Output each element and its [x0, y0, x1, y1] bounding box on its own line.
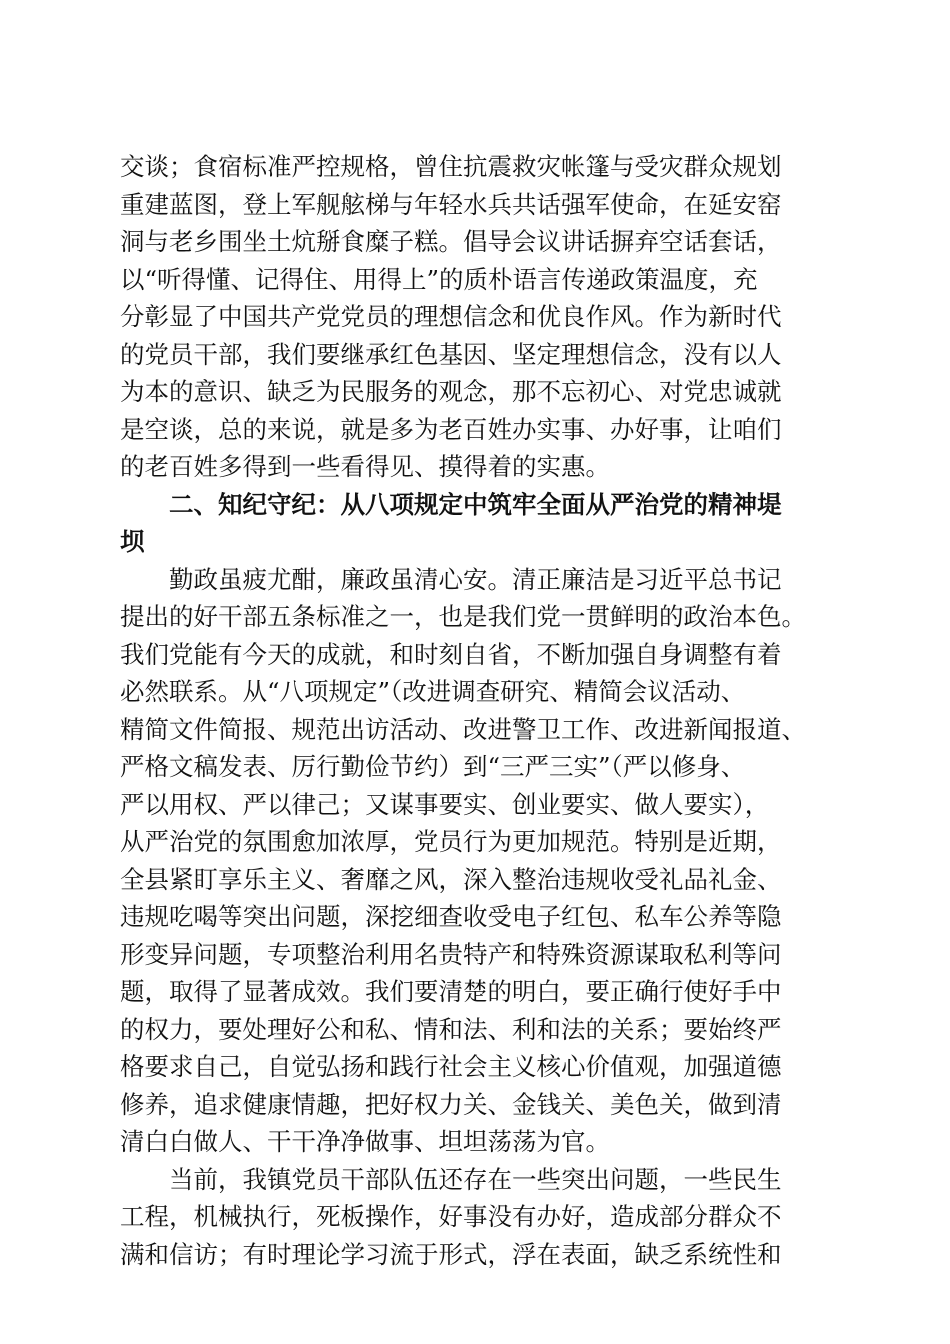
- text-line: 形变异问题，专项整治利用名贵特产和特殊资源谋取私利等问: [120, 939, 782, 969]
- text-line: 我们党能有今天的成就，和时刻自省，不断加强自身调整有着: [120, 639, 782, 669]
- text-line: 洞与老乡围坐土炕掰食糜子糕。倡导会议讲话摒弃空话套话，: [120, 227, 782, 256]
- text-line: 违规吃喝等突出问题，深挖细查收受电子红包、私车公养等隐: [120, 902, 782, 931]
- text-line: 格要求自己，自觉弘扬和践行社会主义核心价值观，加强道德: [120, 1052, 782, 1081]
- text-line: 重建蓝图，登上军舰舷梯与年轻水兵共话强军使命，在延安窑: [120, 189, 782, 219]
- text-line: 是空谈，总的来说，就是多为老百姓办实事、办好事，让咱们: [120, 414, 782, 444]
- text-line: 满和信访；有时理论学习流于形式，浮在表面，缺乏系统性和: [120, 1239, 782, 1269]
- document-page: [120, 148, 832, 1273]
- text-line: 分彰显了中国共产党党员的理想信念和优良作风。作为新时代: [120, 302, 782, 331]
- text-line: 当前，我镇党员干部队伍还存在一些突出问题，一些民生: [169, 1164, 782, 1194]
- text-line: 修养，追求健康情趣，把好权力关、金钱关、美色关，做到清: [120, 1089, 782, 1119]
- paragraph-current-issues: [120, 1161, 832, 1274]
- text-line: 的老百姓多得到一些看得见、摸得着的实惠。: [120, 452, 610, 481]
- text-line: 从严治党的氛围愈加浓厚，党员行为更加规范。特别是近期，: [120, 827, 782, 856]
- text-line: 精简文件简报、规范出访活动、改进警卫工作、改进新闻报道、: [120, 714, 806, 744]
- text-line: 提出的好干部五条标准之一，也是我们党一贯鲜明的政治本色。: [120, 602, 806, 631]
- text-line: 全县紧盯享乐主义、奢靡之风，深入整治违规收受礼品礼金、: [120, 864, 782, 894]
- text-line: 交谈；食宿标准严控规格，曾住抗震救灾帐篷与受灾群众规划: [120, 152, 782, 181]
- text-line: 的党员干部，我们要继承红色基因、坚定理想信念，没有以人: [120, 339, 782, 369]
- text-line: 工程，机械执行，死板操作，好事没有办好，造成部分群众不: [120, 1202, 782, 1231]
- text-line: 勤政虽疲尤酣，廉政虽清心安。清正廉洁是习近平总书记: [169, 564, 782, 594]
- paragraph-continuation: [120, 148, 832, 486]
- section-heading: [120, 486, 832, 561]
- text-line: 清白白做人、干干净净做事、坦坦荡荡为官。: [120, 1127, 610, 1156]
- text-line: 以“听得懂、记得住、用得上”的质朴语言传递政策温度，充: [120, 264, 758, 294]
- text-line: 严格文稿发表、厉行勤俭节约）到“三严三实”（严以修身、: [120, 752, 746, 781]
- heading-line: 坝: [120, 527, 145, 556]
- text-line: 必然联系。从“八项规定”（改进调查研究、精简会议活动、: [120, 677, 746, 706]
- text-line: 题，取得了显著成效。我们要清楚的明白，要正确行使好手中: [120, 977, 782, 1006]
- text-line: 严以用权、严以律己；又谋事要实、创业要实、做人要实），: [120, 789, 770, 819]
- text-line: 为本的意识、缺乏为民服务的观念，那不忘初心、对党忠诚就: [120, 377, 782, 406]
- heading-line: 二、知纪守纪：从八项规定中筑牢全面从严治党的精神堤: [169, 489, 782, 519]
- paragraph-integrity: [120, 561, 832, 1161]
- text-line: 的权力，要处理好公和私、情和法、利和法的关系；要始终严: [120, 1014, 782, 1044]
